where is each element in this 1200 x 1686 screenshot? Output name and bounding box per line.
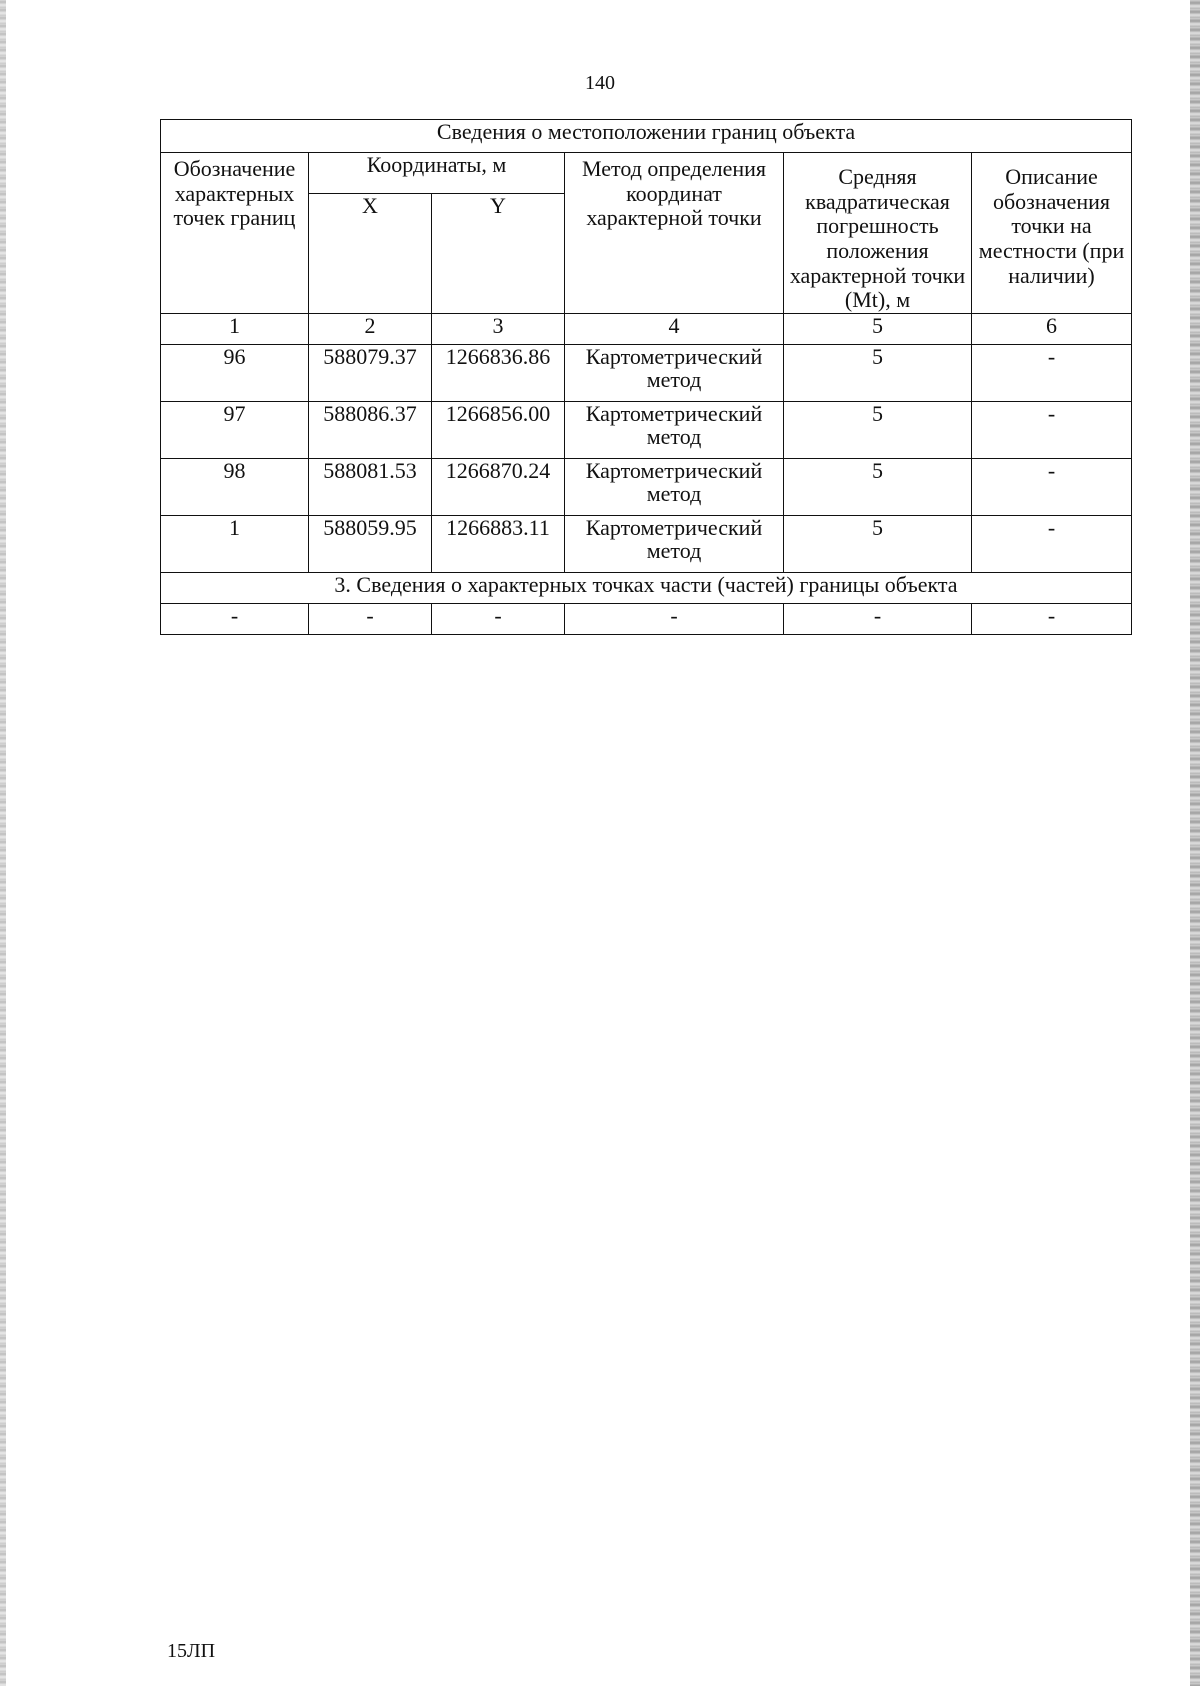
scan-edge-left bbox=[0, 0, 6, 1686]
header-error: Средняя квадратическая погрешность положения характерной точки (Mt), м bbox=[784, 153, 972, 314]
table-row bbox=[161, 458, 1132, 515]
empty-cell: - bbox=[161, 603, 309, 634]
header-description: Описание обозначения точки на местности (при наличии) bbox=[972, 153, 1132, 314]
empty-cell: - bbox=[432, 603, 565, 634]
x-cell: 588059.95 bbox=[309, 515, 432, 572]
table-row bbox=[161, 401, 1132, 458]
description-cell: - bbox=[972, 344, 1132, 401]
table-title: Сведения о местоположении границ объекта bbox=[161, 120, 1132, 153]
header-y: Y bbox=[432, 193, 565, 313]
method-cell: Картометрический метод bbox=[565, 401, 784, 458]
table-header-row bbox=[161, 153, 1132, 194]
method-cell: Картометрический метод bbox=[565, 344, 784, 401]
error-cell: 5 bbox=[784, 401, 972, 458]
point-cell: 97 bbox=[161, 401, 309, 458]
method-cell: Картометрический метод bbox=[565, 515, 784, 572]
y-cell: 1266856.00 bbox=[432, 401, 565, 458]
error-cell: 5 bbox=[784, 344, 972, 401]
error-cell: 5 bbox=[784, 515, 972, 572]
footer-code: 15ЛП bbox=[167, 1640, 216, 1662]
y-cell: 1266883.11 bbox=[432, 515, 565, 572]
empty-cell: - bbox=[972, 603, 1132, 634]
boundary-table bbox=[160, 119, 1132, 635]
table-title-row bbox=[161, 120, 1132, 153]
method-cell: Картометрический метод bbox=[565, 458, 784, 515]
section3-row bbox=[161, 572, 1132, 603]
column-number: 3 bbox=[432, 313, 565, 344]
point-cell: 1 bbox=[161, 515, 309, 572]
description-cell: - bbox=[972, 458, 1132, 515]
header-coordinates: Координаты, м bbox=[309, 153, 565, 194]
empty-cell: - bbox=[565, 603, 784, 634]
x-cell: 588086.37 bbox=[309, 401, 432, 458]
column-number: 1 bbox=[161, 313, 309, 344]
column-number: 4 bbox=[565, 313, 784, 344]
column-number: 6 bbox=[972, 313, 1132, 344]
column-number-row bbox=[161, 313, 1132, 344]
point-cell: 96 bbox=[161, 344, 309, 401]
x-cell: 588079.37 bbox=[309, 344, 432, 401]
header-method: Метод определения координат характерной точки bbox=[565, 153, 784, 314]
y-cell: 1266870.24 bbox=[432, 458, 565, 515]
scan-edge-right bbox=[1190, 0, 1200, 1686]
column-number: 5 bbox=[784, 313, 972, 344]
table-row bbox=[161, 344, 1132, 401]
table-row bbox=[161, 515, 1132, 572]
section3-title: 3. Сведения о характерных точках части (частей) границы объекта bbox=[161, 572, 1132, 603]
header-designation: Обозначение характерных точек границ bbox=[161, 153, 309, 314]
description-cell: - bbox=[972, 401, 1132, 458]
description-cell: - bbox=[972, 515, 1132, 572]
empty-cell: - bbox=[784, 603, 972, 634]
column-number: 2 bbox=[309, 313, 432, 344]
y-cell: 1266836.86 bbox=[432, 344, 565, 401]
table-row bbox=[161, 603, 1132, 634]
header-x: X bbox=[309, 193, 432, 313]
point-cell: 98 bbox=[161, 458, 309, 515]
page-number: 140 bbox=[585, 72, 615, 94]
error-cell: 5 bbox=[784, 458, 972, 515]
x-cell: 588081.53 bbox=[309, 458, 432, 515]
empty-cell: - bbox=[309, 603, 432, 634]
